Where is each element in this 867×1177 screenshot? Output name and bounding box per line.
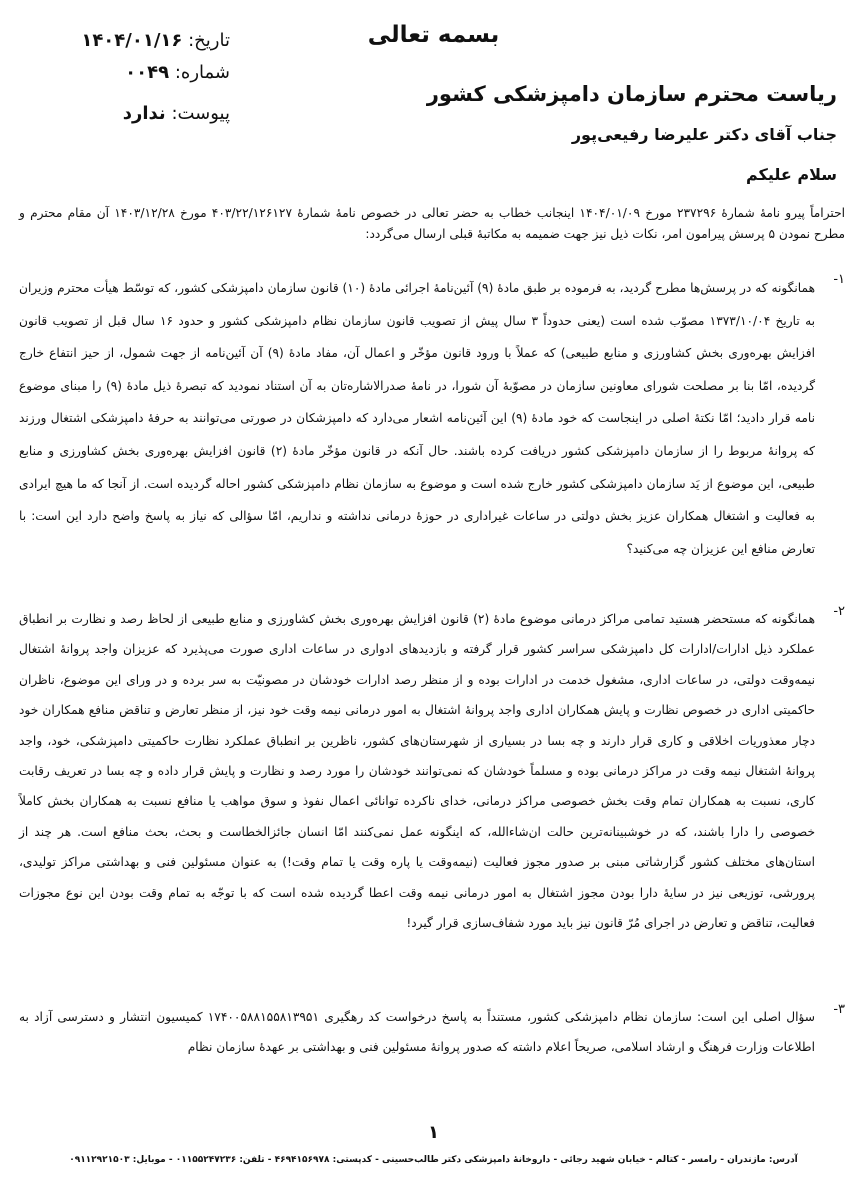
number-label: شماره: bbox=[174, 62, 230, 83]
basmala-heading: بسمه تعالی bbox=[367, 22, 500, 48]
footer-address: آدرس: مازندران - رامسر - کتالم - خیابان شهید رجائی - داروخانهٔ دامپزشکی دکتر طالب‌حسینی - کدپستی: ۴۶۹۴۱۵۶۹۷۸ - تلفن: ۰۱۱۵۵۲۴۷۲۳۶ - موبایل: ۰۹۱۱۲۹۲۱۵۰۳ bbox=[69, 1155, 798, 1165]
paragraph-text: سؤال اصلی این است: سازمان نظام دامپزشکی کشور، مستنداً به پاسخ درخواست کد رهگیری ۱۷۴۰۰۵۸۸۱۵۵۸۱۳۹۵۱ کمیسیون انتشار و دسترسی آزاد به اطلاعات وزارت فرهنگ و ارشاد اسلامی، صریحاً اعلام داشته که صدور پروانهٔ مسئولین فنی و بهداشتی بر عهدهٔ سازمان نظام bbox=[19, 1010, 815, 1054]
letter-number bbox=[30, 62, 230, 83]
intro-paragraph: احتراماً پیرو نامهٔ شمارهٔ ۲۳۷۲۹۶ مورخ ۱۴۰۴/۰۱/۰۹ اینجانب خطاب به حضر تعالی در خصوص نامهٔ شمارهٔ ۴۰۳/۲۲/۱۲۶۱۲۷ مورخ ۱۴۰۳/۱۲/۲۸ آن مقام محترم و مطرح نمودن ۵ پرسش پیرامون امر، نکات ذیل نیز جهت ضمیمه به مکاتبهٔ قبلی ارسال می‌گردد: bbox=[19, 206, 846, 241]
letter-date bbox=[30, 30, 230, 51]
paragraph-number: ۱- bbox=[833, 272, 845, 287]
date-label: تاریخ: bbox=[188, 30, 230, 51]
attachment-label: پیوست: bbox=[171, 103, 230, 124]
paragraph-number: ۲- bbox=[833, 604, 845, 619]
greeting: سلام علیکم bbox=[745, 165, 837, 184]
recipient-name: جناب آقای دکتر علیرضا رفیعی‌پور bbox=[571, 125, 837, 144]
number-value: ۰۰۴۹ bbox=[125, 62, 170, 83]
date-value: ۱۴۰۴/۰۱/۱۶ bbox=[81, 30, 183, 51]
paragraph-number: ۳- bbox=[833, 1002, 845, 1017]
paragraph-text: همانگونه که در پرسش‌ها مطرح گردید، به فرموده بر طبق مادهٔ (۹) آئین‌نامهٔ اجرائی مادهٔ (۱۰) قانون سازمان دامپزشکی کشور، که توسّط هیأت محترم وزیران به تاریخ ۱۳۷۳/۱۰/۰۴ مصوّب شده است (یعنی حدوداً ۳ سال پیش از تصویب قانون سازمان نظام دامپزشکی کشور و حدود ۱۶ سال قبل از تصویب قانون افزایش بهره‌وری بخش کشاورزی و منابع طبیعی) که عملاً با ورود قانون مؤخّر و اعمال آن، مفاد مادهٔ (۹) آن آئین‌نامه از جهت شمول، از حیز انتفاع خارج گردیده، امّا بنا بر مصلحت شورای معاونین سازمان در مصوّبهٔ آن شورا، در نامهٔ صدرالاشاره‌تان به آن استناد نمودید که تبصرهٔ ذیل مادهٔ (۹) را مبنای موضوع نامه قرار دادید؛ امّا نکتهٔ اصلی در اینجاست که خود مادهٔ (۹) این آئین‌نامه اشعار می‌دارد که دامپزشکان در صورتی می‌توانند به حرفهٔ دامپزشکی اشتغال ورزند که پروانهٔ مربوط را از سازمان دامپزشکی کشور دریافت کرده باشند. حال آنکه در قانون مؤخّر مادهٔ (۲) قانون افزایش بهره‌وری بخش کشاورزی و منابع طبیعی، این موضوع از یَد سازمان دامپزشکی کشور خارج شده است و موضوع به سازمان نظام دامپزشکی کشور احاله گردیده است. از آنجا که ما هیچ ایرادی به فعالیت و اشتغال همکاران عزیز بخش دولتی در ساعات غیراداری در حوزهٔ درمانی نداشته و نداریم، امّا سؤالی که نیاز به پاسخ واضح دارد این است: با تعارض منافع این عزیزان چه می‌کنید؟ bbox=[19, 281, 815, 556]
page-number: ۱ bbox=[428, 1122, 439, 1143]
attachment-value: ندارد bbox=[122, 103, 166, 124]
recipient-title: ریاست محترم سازمان دامپزشکی کشور bbox=[426, 82, 837, 106]
paragraph-text: همانگونه که مستحضر هستید تمامی مراکز درمانی موضوع مادهٔ (۲) قانون افزایش بهره‌وری بخش کشاورزی و منابع طبیعی از لحاظ رصد و نظارت بر انطباق عملکرد ذیل ادارات/ادارات کل دامپزشکی سراسر کشور قرار گرفته و بازدیدهای ادواری در ساعات اداری صورت می‌پذیرد که عزیزان واجد پروانهٔ اشتغال نیمه‌وقت دولتی، در ساعات اداری، مشغول خدمت در ادارات بوده و از منظر رصد ادارات خودشان در مصونیّت به سر برده و در ورای این موضوع، ناظران حاکمیتی اداری در خصوص نظارت و پایش همکاران اداری واجد پروانهٔ اشتغال به امور درمانی نیمه وقت خود نیز، از منظر تعارض و تناقض منافع همکاران خود دچار معذوریات اخلاقی و کاری قرار دارند و چه بسا در بسیاری از شهرستان‌های کشور، ناظرین بر انطباق عملکرد نظارت حاکمیتی دامپزشکی، خود، واجد پروانهٔ اشتغال نیمه وقت در مراکز درمانی بوده و مسلماً خودشان که نمی‌توانند خودشان را مورد رصد و نظارت و پایش قرار داده و چه بسا در تعریف رقابت کاری، نسبت به همکاران تمام وقت بخش خصوصی مراکز درمانی، خدای ناکرده توانائی اعمال نفوذ و سوق مواهب یا منافع نسبت به همکاران بخش کاملاً خصوصی را دارا باشند، که در خوشبینانه‌ترین حالت ان‌شاءالله، که اینگونه عمل نمی‌کنند امّا انسان جائزالخطاست و بحث، بحث منافع است. هر چند از استان‌های مختلف کشور گزارشاتی مبنی بر صدور مجوز فعالیت (نیمه‌وقت یا پاره وقت یا تمام وقت!) به عنوان مسئولین فنی و بهداشتی مراکز تولیدی، پرورشی، توزیعی نیز در سایهٔ دارا بودن مجوز اشتغال به امور درمانی نیمه وقت اعطا گردیده شده است که با توجّه به تمام وقت بودن این نوع مجوزات فعالیت، تناقض و تعارض در اجرای مُرّ قانون نیز باید مورد شفاف‌سازی قرار گیرد! bbox=[19, 612, 816, 931]
letter-attachment bbox=[30, 103, 230, 124]
